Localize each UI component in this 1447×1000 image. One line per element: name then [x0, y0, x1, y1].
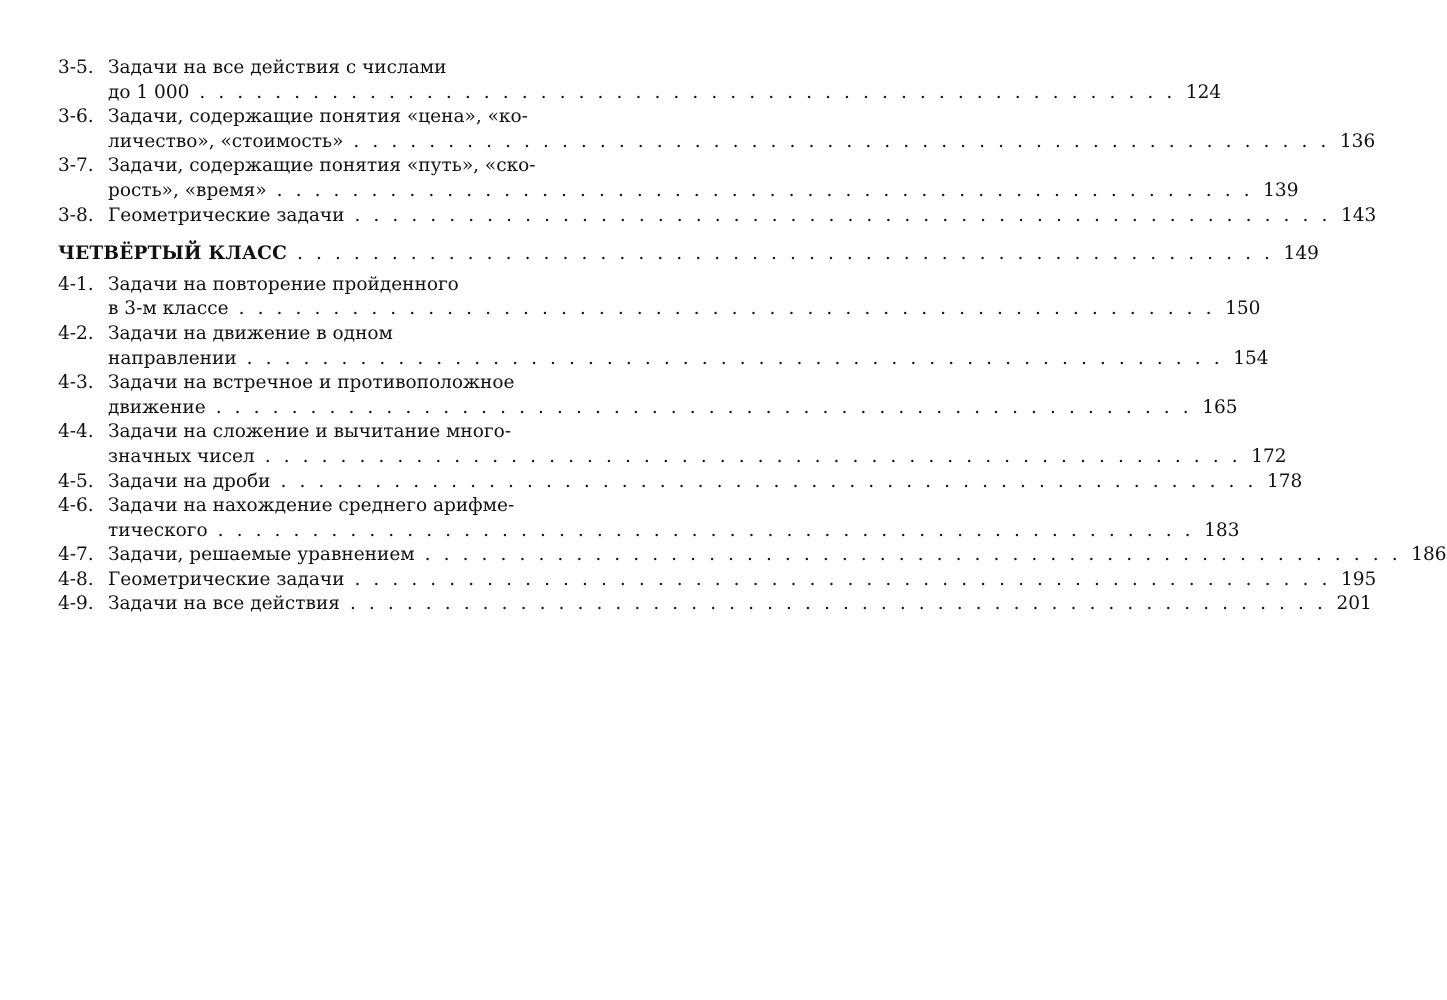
table-of-contents [58, 56, 1447, 617]
dot-leader: . . . . . . . . . . . . . . . . . . . . . . . . . . . . . . . . . . . . . . . . . . . . . . . . . . . . [424, 544, 1402, 566]
dot-leader: . . . . . . . . . . . . . . . . . . . . . . . . . . . . . . . . . . . . . . . . . . . . . . . . . . . . [238, 298, 1216, 320]
toc-entry-title: Геометрические задачи [108, 204, 354, 229]
toc-entry-title: личество», «стоимость» [108, 130, 353, 155]
toc-page-number: 186 [1401, 543, 1446, 568]
toc-leader-line [58, 543, 1447, 568]
leader-row [108, 347, 1269, 372]
dot-leader: . . . . . . . . . . . . . . . . . . . . . . . . . . . . . . . . . . . . . . . . . . . . . . . . . . . . [280, 470, 1258, 492]
toc-leader-line [58, 445, 1287, 470]
toc-entry-first-line [58, 273, 592, 298]
toc-leader-line [58, 396, 1238, 421]
toc-leader-line [58, 130, 1376, 155]
dot-leader: . . . . . . . . . . . . . . . . . . . . . . . . . . . . . . . . . . . . . . . . . . . . . . . . . . . . [217, 519, 1195, 541]
toc-entry-number: 3-8. [58, 204, 94, 226]
toc-page-number: 178 [1257, 470, 1302, 495]
toc-entry-title: Геометрические задачи [108, 568, 354, 593]
toc-entry-number: 3-6. [58, 106, 94, 128]
leader-row [108, 179, 1299, 204]
toc-entry-number: 3-7. [58, 155, 94, 177]
toc-page-number: 201 [1326, 592, 1371, 617]
toc-entry-title: в 3-м классе [108, 297, 239, 322]
toc-entry-first-line [58, 154, 592, 179]
toc-entry-number: 4-7. [58, 544, 94, 566]
toc-entry-title: Задачи на сложение и вычитание много- [108, 421, 511, 443]
toc-page-number: 150 [1215, 297, 1260, 322]
dot-leader: . . . . . . . . . . . . . . . . . . . . . . . . . . . . . . . . . . . . . . . . . . . . . . . . . . . . [354, 568, 1331, 590]
toc-entry-title: Задачи на нахождение среднего арифме- [108, 495, 515, 517]
leader-row [108, 130, 1376, 155]
toc-page-number: 195 [1331, 568, 1376, 593]
leader-row [108, 543, 1447, 568]
toc-entry[interactable] [58, 592, 1372, 617]
leader-row [108, 204, 1377, 229]
toc-entry-title: Задачи на все действия с числами [108, 57, 447, 78]
toc-entry-title: значных чисел [108, 445, 265, 470]
toc-entry[interactable] [58, 470, 1303, 495]
toc-page-number: 172 [1241, 445, 1286, 470]
toc-entry-title: направлении [108, 347, 247, 372]
toc-page-number: 139 [1253, 179, 1298, 204]
toc-page-number: 124 [1176, 81, 1221, 106]
toc-entry[interactable] [58, 494, 1240, 543]
leader-row [58, 242, 1319, 267]
toc-entry[interactable] [58, 56, 1222, 105]
toc-entry-title: до 1 000 [108, 81, 199, 106]
toc-page-number: 143 [1331, 204, 1376, 229]
toc-entry-first-line [58, 371, 592, 396]
leader-row [108, 519, 1240, 544]
leader-row [108, 445, 1287, 470]
toc-leader-line [58, 592, 1372, 617]
toc-entry[interactable] [58, 371, 1238, 420]
dot-leader: . . . . . . . . . . . . . . . . . . . . . . . . . . . . . . . . . . . . . . . . . . . . . . . . . . . . [215, 396, 1193, 418]
toc-entry-title: ЧЕТВЁРТЫЙ КЛАСС [58, 242, 297, 267]
toc-entry-number: 3-5. [58, 57, 94, 78]
toc-leader-line [58, 568, 1377, 593]
toc-entry[interactable] [58, 568, 1377, 593]
toc-entry-number: 4-8. [58, 568, 94, 590]
leader-row [108, 81, 1222, 106]
toc-entry[interactable] [58, 204, 1377, 229]
toc-page-number: 183 [1194, 519, 1239, 544]
leader-row [108, 592, 1372, 617]
toc-page-number: 149 [1274, 242, 1319, 267]
toc-entry-first-line [58, 105, 592, 130]
toc-entry-first-line [58, 322, 592, 347]
toc-entry-number: 4-5. [58, 470, 94, 492]
toc-entry-number: 4-2. [58, 322, 94, 344]
toc-entry-title: Задачи, содержащие понятия «цена», «ко- [108, 106, 528, 128]
leader-row [108, 470, 1303, 495]
dot-leader: . . . . . . . . . . . . . . . . . . . . . . . . . . . . . . . . . . . . . . . . . . . . . . . . . . . . [199, 81, 1176, 103]
dot-leader: . . . . . . . . . . . . . . . . . . . . . . . . . . . . . . . . . . . . . . . . . . . . . . . . . . . . [264, 445, 1242, 467]
toc-entry-title: движение [108, 396, 216, 421]
toc-entry[interactable] [58, 322, 1269, 371]
dot-leader: . . . . . . . . . . . . . . . . . . . . . . . . . . . . . . . . . . . . . . . . . . . . . . . . . . . . [276, 179, 1254, 201]
dot-leader: . . . . . . . . . . . . . . . . . . . . . . . . . . . . . . . . . . . . . . . . . . . . . . . . . . . . [354, 204, 1331, 226]
toc-entry-number: 4-3. [58, 372, 94, 394]
toc-entry-title: Задачи на встречное и противоположное [108, 372, 515, 394]
toc-entry-title: рость», «время» [108, 179, 277, 204]
toc-entry-number: 4-6. [58, 495, 94, 517]
toc-entry-number: 4-4. [58, 421, 94, 443]
toc-leader-line [58, 519, 1240, 544]
toc-entry[interactable] [58, 543, 1447, 568]
toc-entry-title: Задачи, решаемые уравнением [108, 543, 425, 568]
toc-entry-title: Задачи на движение в одном [108, 322, 393, 344]
dot-leader: . . . . . . . . . . . . . . . . . . . . . . . . . . . . . . . . . . . . . . . . . . . . . . . . . . . . [246, 347, 1224, 369]
toc-leader-line [58, 470, 1303, 495]
toc-page-number: 154 [1223, 347, 1268, 372]
toc-entry-first-line [58, 494, 592, 519]
toc-entry[interactable] [58, 273, 1261, 322]
toc-leader-line [58, 297, 1261, 322]
toc-entry-number: 4-1. [58, 273, 94, 295]
toc-entry-first-line [58, 420, 592, 445]
toc-entry-number: 4-9. [58, 593, 94, 615]
toc-leader-line [58, 347, 1269, 372]
toc-page-number: 136 [1330, 130, 1375, 155]
toc-leader-line [58, 81, 1222, 106]
toc-entry-title: тического [108, 519, 218, 544]
leader-row [108, 297, 1261, 322]
dot-leader: . . . . . . . . . . . . . . . . . . . . . . . . . . . . . . . . . . . . . . . . . . . . . . . . . . . . [297, 243, 1274, 265]
leader-row [108, 568, 1377, 593]
toc-entry-title: Задачи на повторение пройденного [108, 273, 459, 295]
toc-entry[interactable] [58, 420, 1287, 469]
toc-entry[interactable] [58, 154, 1299, 203]
dot-leader: . . . . . . . . . . . . . . . . . . . . . . . . . . . . . . . . . . . . . . . . . . . . . . . . . . . . [349, 593, 1327, 615]
toc-leader-line [58, 204, 1377, 229]
toc-entry-title: Задачи на все действия [108, 592, 350, 617]
toc-leader-line [58, 179, 1299, 204]
toc-entry-title: Задачи, содержащие понятия «путь», «ско- [108, 155, 536, 177]
toc-entry[interactable] [58, 105, 1376, 154]
toc-page-number: 165 [1192, 396, 1237, 421]
toc-entry-first-line [58, 56, 592, 81]
dot-leader: . . . . . . . . . . . . . . . . . . . . . . . . . . . . . . . . . . . . . . . . . . . . . . . . . . . . [353, 130, 1330, 152]
leader-row [108, 396, 1238, 421]
toc-entry-title: Задачи на дроби [108, 470, 281, 495]
section-heading[interactable] [58, 242, 1319, 267]
toc-leader-line [58, 242, 1319, 267]
